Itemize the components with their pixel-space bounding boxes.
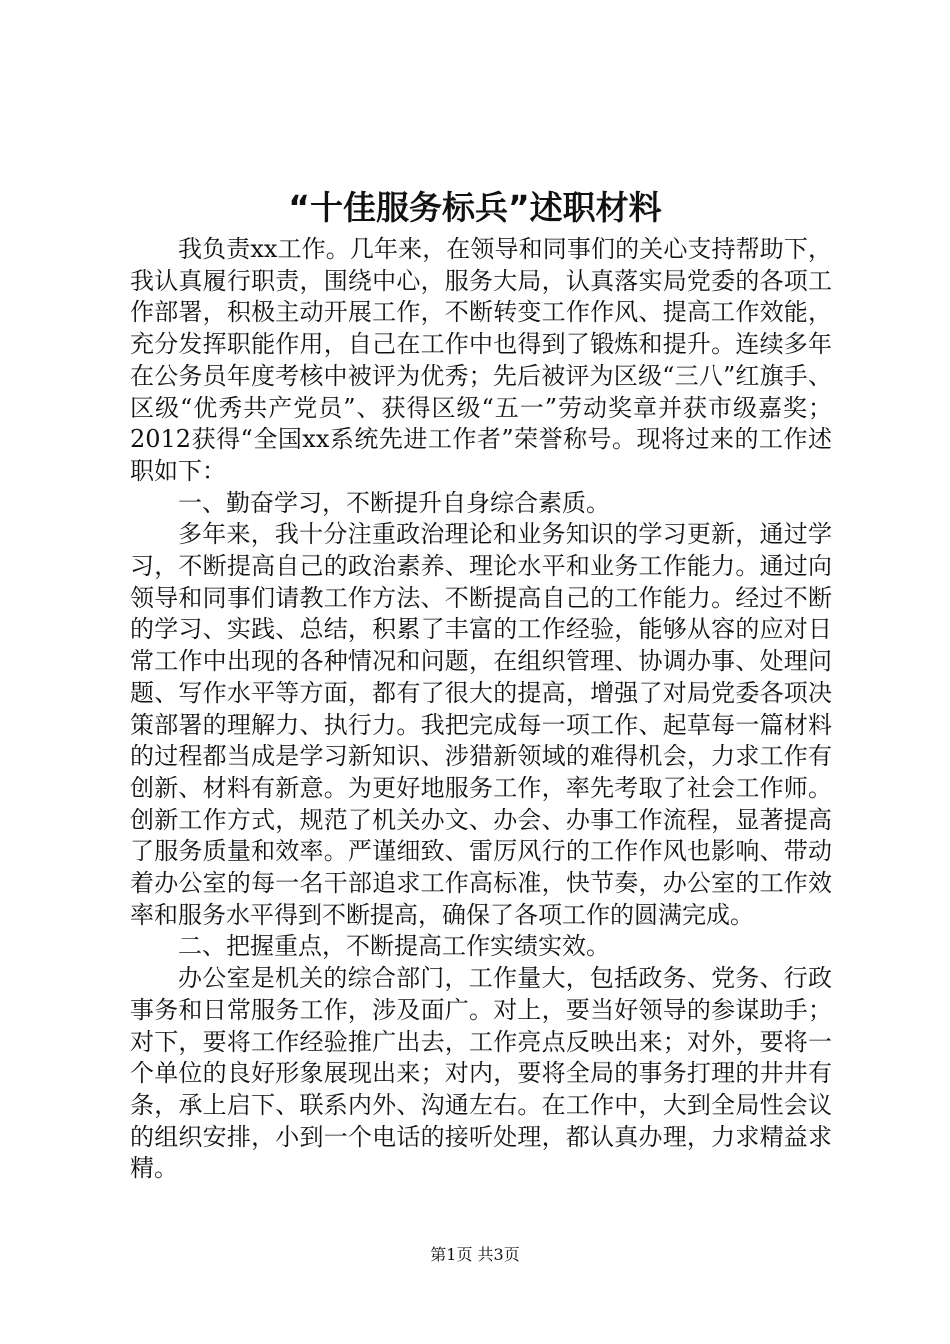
document-body xyxy=(130,234,832,1185)
section-heading-2: 二、把握重点，不断提高工作实绩实效。 xyxy=(178,932,610,961)
paragraph-study: 多年来，我十分注重政治理论和业务知识的学习更新，通过学习，不断提高自己的政治素养、理论水平和业务工作能力。通过向领导和同事们请教工作方法、不断提高自己的工作能力。经过不断的学习、实践、总结，积累了丰富的工作经验，能够从容的应对日常工作中出现的各种情况和问题，在组织管理、协调办事、处理问题、写作水平等方面，都有了很大的提高，增强了对局党委各项决策部署的理解力、执行力。我把完成每一项工作、起草每一篇材料的过程都当成是学习新知识、涉猎新领域的难得机会，力求工作有创新、材料有新意。为更好地服务工作，率先考取了社会工作师。创新工作方式，规范了机关办文、办会、办事工作流程，显著提高了服务质量和效率。严谨细致、雷厉风行的工作作风也影响、带动着办公室的每一名干部追求工作高标准，快节奏，办公室的工作效率和服务水平得到不断提高，确保了各项工作的圆满完成。 xyxy=(130,520,832,929)
page-footer: 第1页 共3页 xyxy=(430,1245,520,1264)
paragraph-office: 办公室是机关的综合部门，工作量大，包括政务、党务、行政事务和日常服务工作，涉及面广。对上，要当好领导的参谋助手；对下，要将工作经验推广出去，工作亮点反映出来；对外，要将一个单位的良好形象展现出来；对内，要将全局的事务打理的井井有条，承上启下、联系内外、沟通左右。在工作中，大到全局性会议的组织安排，小到一个电话的接听处理，都认真办理，力求精益求精。 xyxy=(130,964,832,1183)
section-heading-1: 一、勤奋学习，不断提升自身综合素质。 xyxy=(178,488,610,517)
paragraph-intro: 我负责xx工作。几年来，在领导和同事们的关心支持帮助下，我认真履行职责，围绕中心，服务大局，认真落实局党委的各项工作部署，积极主动开展工作，不断转变工作作风、提高工作效能，充分发挥职能作用，自己在工作中也得到了锻炼和提升。连续多年在公务员年度考核中被评为优秀；先后被评为区级“三八”红旗手、区级“优秀共产党员”、获得区级“五一”劳动奖章并获市级嘉奖；2012获得“全国xx系统先进工作者”荣誉称号。现将过来的工作述职如下： xyxy=(130,235,832,485)
document-title: “十佳服务标兵”述职材料 xyxy=(288,188,662,227)
